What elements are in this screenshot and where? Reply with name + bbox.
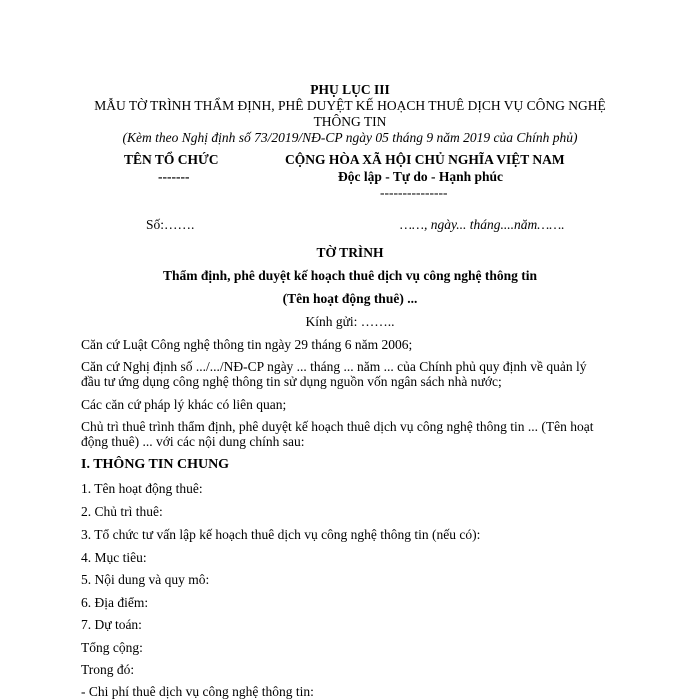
document-number: Số:…….	[146, 217, 195, 232]
cost-item: - Chi phí thuê dịch vụ công nghệ thông tin:	[81, 684, 314, 699]
motto-dashes: ---------------	[380, 185, 448, 200]
list-item: 4. Mục tiêu:	[81, 550, 147, 565]
legal-basis-2-line-2: đầu tư ứng dụng công nghệ thông tin sử dụng nguồn vốn ngân sách nhà nước;	[81, 374, 502, 389]
list-item: 6. Địa điểm:	[81, 595, 149, 610]
section-heading-general-info: I. THÔNG TIN CHUNG	[81, 457, 230, 472]
legal-basis-1: Căn cứ Luật Công nghệ thông tin ngày 29 tháng 6 năm 2006;	[81, 337, 413, 352]
national-motto: Độc lập - Tự do - Hạnh phúc	[338, 169, 504, 184]
document-title: TỜ TRÌNH	[316, 245, 384, 260]
of-which-label: Trong đó:	[81, 662, 135, 677]
list-item: 5. Nội dung và quy mô:	[81, 572, 210, 587]
total-label: Tổng cộng:	[81, 640, 143, 655]
org-dashes: -------	[158, 169, 190, 184]
intro-line-1: Chủ trì thuê trình thẩm định, phê duyệt kế hoạch thuê dịch vụ công nghệ thông tin ... (Tên hoạt	[81, 419, 594, 434]
org-name: TÊN TỔ CHỨC	[124, 152, 219, 167]
legal-basis-2-line-1: Căn cứ Nghị định số .../.../NĐ-CP ngày ... tháng ... năm ... của Chính phủ quy định về quản lý	[81, 359, 587, 374]
list-item: 1. Tên hoạt động thuê:	[81, 481, 203, 496]
list-item: 7. Dự toán:	[81, 617, 142, 632]
document-subtitle: Thẩm định, phê duyệt kế hoạch thuê dịch vụ công nghệ thông tin	[163, 268, 537, 283]
decree-note: (Kèm theo Nghị định số 73/2019/NĐ-CP ngày 05 tháng 9 năm 2019 của Chính phủ)	[122, 130, 578, 145]
form-title-line-2: THÔNG TIN	[313, 114, 387, 129]
addressee: Kính gửi: ……..	[305, 314, 395, 329]
intro-line-2: động thuê) ... với các nội dung chính sau:	[81, 434, 305, 449]
form-title-line-1: MẪU TỜ TRÌNH THẨM ĐỊNH, PHÊ DUYỆT KẾ HOẠCH THUÊ DỊCH VỤ CÔNG NGHỆ	[94, 98, 606, 113]
list-item: 2. Chủ trì thuê:	[81, 504, 163, 519]
activity-name-placeholder: (Tên hoạt động thuê) ...	[282, 291, 418, 306]
list-item: 3. Tổ chức tư vấn lập kế hoạch thuê dịch vụ công nghệ thông tin (nếu có):	[81, 527, 481, 542]
country-name: CỘNG HÒA XÃ HỘI CHỦ NGHĨA VIỆT NAM	[285, 152, 565, 167]
document-date: ……, ngày... tháng....năm…….	[400, 217, 565, 232]
legal-basis-3: Các căn cứ pháp lý khác có liên quan;	[81, 397, 287, 412]
appendix-label: PHỤ LỤC III	[310, 82, 390, 97]
